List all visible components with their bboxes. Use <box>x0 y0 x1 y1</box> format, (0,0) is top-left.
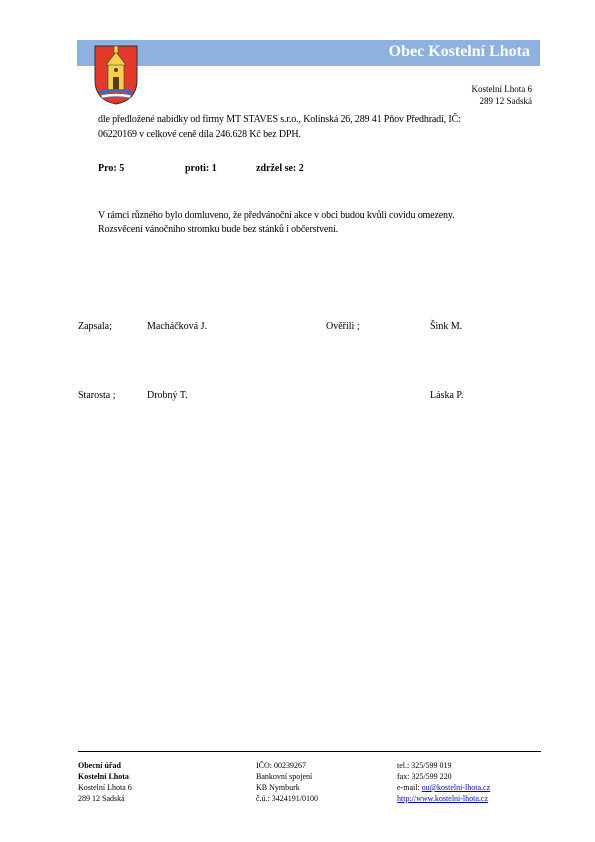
footer-office-name: Obecní úřad <box>78 761 121 770</box>
verifier-name-1: Šink M. <box>430 321 463 332</box>
vote-pro: Pro: 5 <box>98 163 125 174</box>
recorder-label: Zapsala; <box>78 321 112 332</box>
footer-office-town: Kostelní Lhota <box>78 772 129 781</box>
recorder-name: Macháčková J. <box>147 321 207 332</box>
address-line-2: 289 12 Sadská <box>479 96 532 106</box>
footer-divider <box>78 751 541 752</box>
footer-bank <box>256 760 318 804</box>
footer-office-street: Kostelní Lhota 6 <box>78 783 132 792</box>
mayor-name: Drobný T. <box>147 390 188 401</box>
footer-email-label: e-mail: <box>397 783 422 792</box>
footer-email-row <box>397 782 490 793</box>
header-bar <box>77 40 540 66</box>
verifiers-label: Ověřili ; <box>326 321 360 332</box>
body-line-2: 06220169 v celkové ceně díla 246.628 Kč bez DPH. <box>98 129 301 140</box>
vote-proti: proti: 1 <box>185 163 217 174</box>
footer-office-zip: 289 12 Sadská <box>78 794 125 803</box>
verifier-name-2: Láska P. <box>430 390 464 401</box>
paragraph-1: V rámci různého bylo domluveno, že předvánoční akce v obci budou kvůli covidu omezeny. <box>98 210 455 221</box>
sender-address <box>472 83 533 107</box>
mayor-label: Starosta ; <box>78 390 116 401</box>
footer-contact <box>397 760 490 804</box>
footer-phone: tel.: 325/599 019 <box>397 761 452 770</box>
address-line-1: Kostelní Lhota 6 <box>471 84 532 94</box>
body-line-1: dle předložené nabídky od firmy MT STAVES s.r.o., Kolínská 26, 289 41 Pňov Předhradí, IČ: <box>98 114 461 125</box>
footer-office <box>78 760 132 804</box>
footer-fax: fax: 325/599 220 <box>397 772 452 781</box>
footer-ico: IČO: 00239267 <box>256 761 306 770</box>
email-link[interactable]: ou@kostelni-lhota.cz <box>421 783 491 792</box>
paragraph-2: Rozsvěcení vánočního stromku bude bez stánků i občerstvení. <box>98 224 338 235</box>
vote-zdrzel: zdržel se: 2 <box>256 163 304 174</box>
footer-account: č.ú.: 3424191/0100 <box>256 794 318 803</box>
website-link[interactable]: http://www.kostelni-lhota.cz <box>397 794 489 803</box>
footer-bank-name: KB Nymburk <box>256 783 300 792</box>
footer-bank-label: Bankovní spojení <box>256 772 313 781</box>
municipality-title: Obec Kostelní Lhota <box>388 43 530 60</box>
coat-of-arms-icon <box>93 44 139 106</box>
